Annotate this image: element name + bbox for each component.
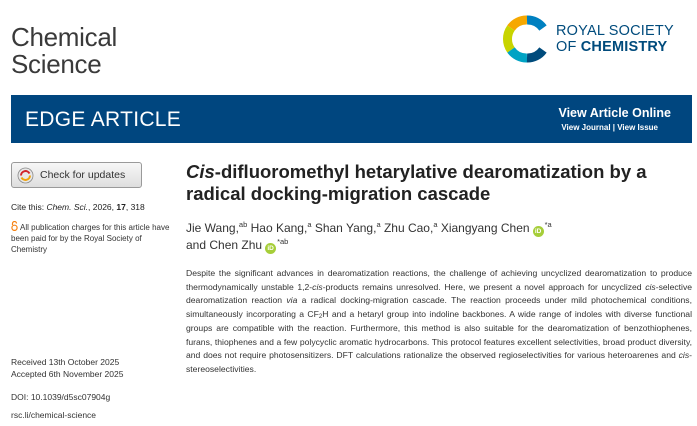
author-name: Xiangyang Chen — [437, 221, 530, 235]
journal-title — [11, 24, 117, 78]
check-updates-icon — [17, 167, 34, 184]
view-links-separator: | — [610, 123, 618, 132]
abstract-part: -stereoselectivities. — [186, 350, 692, 374]
title-rest: -difluoromethyl hetarylative dearomatization by a radical docking-migration cascade — [186, 161, 647, 204]
abstract-italic: cis — [312, 281, 323, 292]
orcid-icon[interactable]: iD — [265, 243, 276, 254]
publisher-line2-bold: CHEMISTRY — [580, 39, 668, 55]
author-affiliation: a — [376, 220, 381, 229]
author-name: Hao Kang, — [247, 221, 308, 235]
publisher-name — [556, 23, 674, 55]
article-banner — [11, 95, 692, 143]
abstract-part: -selective dearomatization reaction — [186, 281, 693, 306]
abstract-part: a radical docking-migration cascade. The reaction proceeds under mild photochemical conditions, simultaneously incorporating a CF — [186, 295, 692, 320]
accepted-date: Accepted 6th November 2025 — [11, 368, 124, 379]
abstract-italic: cis — [678, 350, 690, 361]
cite-volume: 17 — [116, 202, 126, 212]
article-title — [186, 161, 692, 205]
received-date: Received 13th October 2025 — [11, 357, 120, 367]
check-for-updates-button[interactable] — [11, 162, 142, 188]
author-affiliation: a — [433, 220, 438, 229]
view-links — [561, 123, 658, 132]
abstract — [186, 267, 692, 377]
charges-text: All publication charges for this article have been paid for by the Royal Society of Chemistry — [11, 223, 170, 254]
author-list — [186, 220, 692, 254]
publisher-line2-prefix: OF — [556, 39, 581, 55]
author-affiliation: a — [307, 220, 312, 229]
title-italic: Cis — [186, 161, 215, 182]
author-name: Shan Yang, — [311, 221, 377, 235]
author-name: and Chen Zhu — [186, 238, 263, 252]
abstract-part: H and a hetaryl group into indoline backbones. A wide range of indoles with diverse functional groups are compatible with the reaction. Furthermore, this method is also suitable for the dearomatization of benzothiophenes, furans, thiophenes and a few polycyclic aromatic hydrocarbons. This protocol features excellent selectivities, broad product diversity, and does not require photosensitizers. DFT calculations rationalize the observed regioselectivities for various heteroarenes and — [186, 309, 692, 361]
article-type: EDGE ARTICLE — [25, 108, 182, 131]
publisher-line2 — [556, 39, 674, 55]
abstract-part: -products remains unresolved. Here, we present a novel approach for uncyclized — [322, 281, 646, 292]
abstract-italic: via — [286, 295, 298, 306]
citation — [11, 202, 145, 212]
author-name: Jie Wang, — [186, 221, 239, 235]
open-access-icon — [11, 221, 18, 231]
author-name: Zhu Cao, — [380, 221, 434, 235]
abstract-italic: cis — [645, 281, 656, 292]
author-affiliation: *a — [544, 220, 552, 229]
cite-rest-post: , 318 — [125, 202, 145, 212]
view-journal-link[interactable]: View Journal — [561, 123, 611, 132]
abstract-part: Despite the significant advances in dearomatization reactions, the challenge of achieving uncyclized dearomatization to produce thermodynamically unstable 1,2- — [186, 268, 692, 292]
cite-label: Cite this: — [11, 202, 47, 212]
journal-title-line1: Chemical — [11, 22, 117, 52]
cite-rest-pre: , 2026, — [88, 202, 117, 212]
check-for-updates-label: Check for updates — [40, 169, 126, 181]
author-affiliation: *ab — [277, 237, 289, 246]
cite-journal: Chem. Sci. — [46, 202, 89, 212]
view-issue-link[interactable]: View Issue — [617, 123, 658, 132]
journal-title-line2: Science — [11, 49, 102, 79]
publication-charges-note — [11, 221, 176, 255]
doi[interactable]: DOI: 10.1039/d5sc07904g — [11, 392, 111, 402]
author-affiliation: ab — [238, 220, 248, 229]
publisher-line1: ROYAL SOCIETY — [556, 23, 674, 39]
orcid-icon[interactable]: iD — [533, 226, 544, 237]
abstract-subscript: 2 — [318, 314, 323, 321]
view-article-online-link[interactable]: View Article Online — [558, 106, 671, 120]
dates — [11, 357, 123, 380]
journal-link[interactable]: rsc.li/chemical-science — [11, 410, 97, 420]
